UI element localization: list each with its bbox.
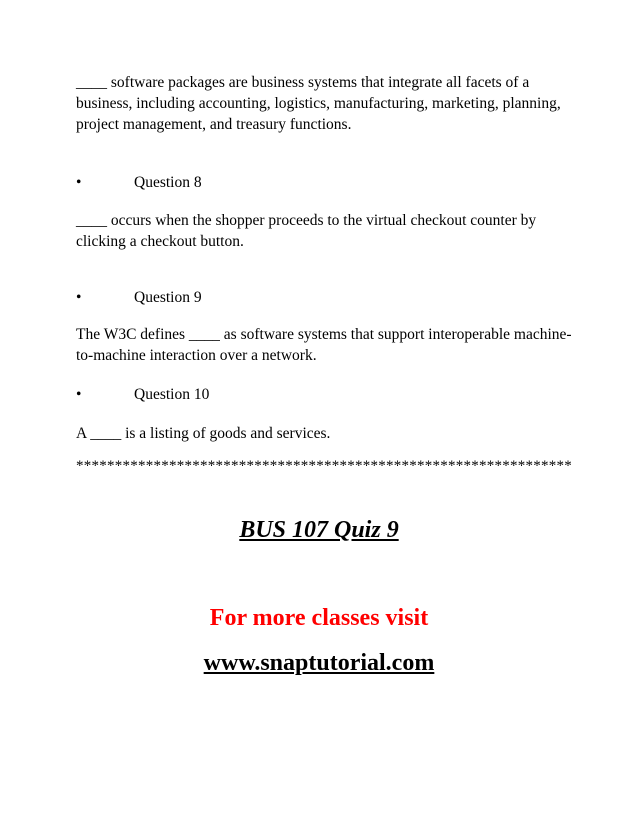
separator-line: **************************************************************** [76,458,572,474]
question-8-heading [76,172,202,193]
question-10-text: A ____ is a listing of goods and services. [76,425,331,442]
question-9-text: The W3C defines ____ as software systems that support interoperable machine-to-machine interaction over a network. [76,326,572,364]
page-title: BUS 107 Quiz 9 [239,517,399,543]
question-8-label: Question 8 [134,174,202,191]
bullet-icon: • [76,174,82,191]
bullet-icon: • [76,386,82,403]
bullet-icon: • [76,289,82,306]
website-link[interactable]: www.snaptutorial.com [203,650,435,676]
question-10-label: Question 10 [134,386,210,403]
question-8-text: ____ occurs when the shopper proceeds to the virtual checkout counter by clicking a checkout button. [76,212,537,250]
promo-text: For more classes visit [209,605,429,631]
question-9-heading [76,287,202,308]
question-10-heading [76,384,209,405]
question-9-label: Question 9 [134,289,202,306]
erp-question-text: ____ software packages are business systems that integrate all facets of a business, including accounting, logistics, manufacturing, marketing, planning, project management, and treasury functions. [76,74,561,133]
